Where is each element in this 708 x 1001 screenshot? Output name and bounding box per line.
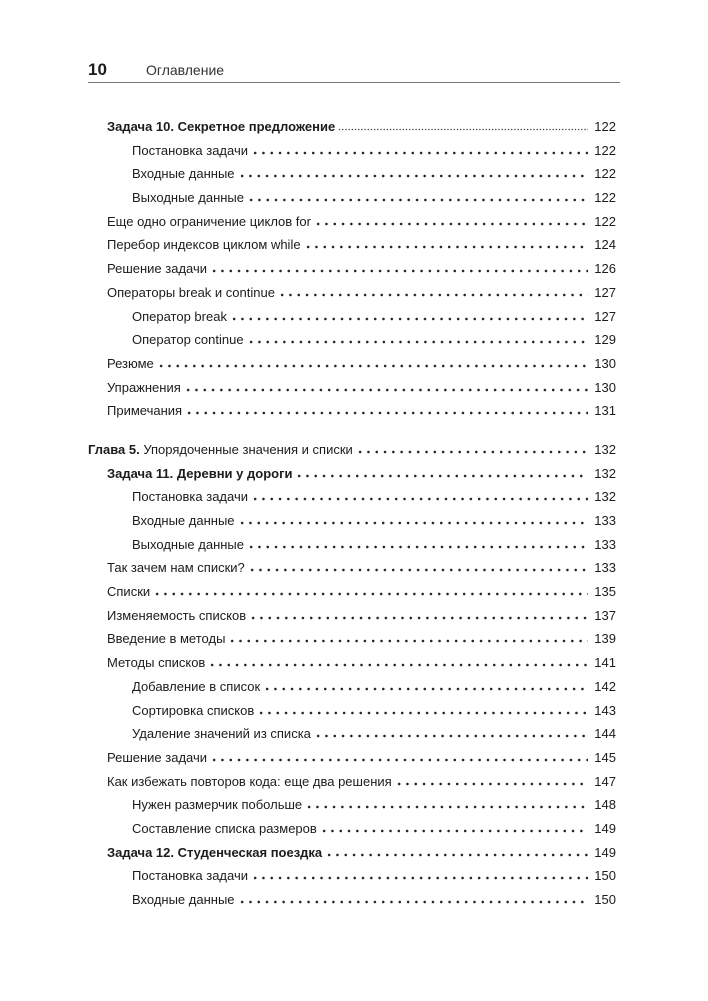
toc-page-number: 133 <box>594 513 616 528</box>
toc-entry[interactable] <box>88 513 616 537</box>
dot-leader <box>210 752 588 762</box>
toc-entry-title: Оператор continue <box>132 332 244 348</box>
dot-leader <box>251 870 588 880</box>
dot-leader <box>238 894 589 904</box>
toc-entry[interactable] <box>88 726 616 750</box>
toc-entry[interactable] <box>88 466 616 490</box>
toc-page-number: 141 <box>594 655 616 671</box>
toc-page-number: 132 <box>594 441 616 457</box>
dot-leader <box>305 799 588 809</box>
toc-entry[interactable] <box>88 845 616 869</box>
dot-leader <box>251 491 588 501</box>
toc-entry[interactable] <box>88 537 616 561</box>
dot-leader <box>247 192 588 202</box>
toc-page-number: 143 <box>594 702 616 718</box>
toc-entry[interactable] <box>88 332 616 356</box>
dot-leader <box>184 382 589 392</box>
toc-page-number: 137 <box>594 607 616 623</box>
toc-entry-title: Операторы break и continue <box>107 284 275 300</box>
toc-page-number: 122 <box>594 166 616 182</box>
toc-entry-title: Изменяемость списков <box>107 607 247 623</box>
toc-entry-title: Как избежать повторов кода: еще два решения <box>107 773 392 789</box>
toc-entry[interactable] <box>88 868 616 892</box>
toc-entry-title: Упражнения <box>107 379 181 395</box>
toc-entry-title: Добавление в список <box>132 678 261 694</box>
toc-entry[interactable] <box>88 380 616 404</box>
section-gap <box>88 427 616 442</box>
toc-entry[interactable] <box>88 261 616 285</box>
table-of-contents <box>88 119 616 916</box>
toc-page-number: 122 <box>594 213 616 229</box>
toc-entry-title: Задача 11. Деревни у дороги <box>107 465 293 481</box>
toc-entry[interactable] <box>88 237 616 261</box>
toc-page-number: 150 <box>594 892 616 907</box>
toc-entry-title: Входные данные <box>132 166 235 182</box>
toc-page-number: 132 <box>594 489 616 505</box>
toc-page-number: 131 <box>594 403 616 419</box>
toc-entry-title: Составление списка размеров <box>132 820 317 836</box>
toc-entry[interactable] <box>88 560 616 584</box>
toc-page-number: 127 <box>594 284 616 300</box>
dot-leader <box>153 586 588 596</box>
toc-page-number: 124 <box>594 237 616 253</box>
dot-leader <box>251 145 588 155</box>
dot-leader <box>208 657 588 667</box>
toc-entry[interactable] <box>88 190 616 214</box>
toc-entry-title: Постановка задачи <box>132 868 248 884</box>
dot-leader <box>304 239 589 249</box>
toc-entry[interactable] <box>88 166 616 190</box>
toc-page-number: 139 <box>594 631 616 647</box>
toc-entry-title: Перебор индексов циклом while <box>107 237 301 253</box>
running-header <box>88 60 620 83</box>
toc-entry[interactable] <box>88 774 616 798</box>
dot-leader <box>314 728 588 738</box>
toc-entry[interactable] <box>88 489 616 513</box>
toc-entry-title: Оператор break <box>132 308 227 324</box>
toc-page-number: 145 <box>594 749 616 765</box>
toc-entry[interactable] <box>88 631 616 655</box>
toc-page-number: 122 <box>594 119 616 134</box>
page-number: 10 <box>88 60 107 79</box>
running-title: Оглавление <box>146 62 225 78</box>
toc-entry[interactable] <box>88 119 616 143</box>
toc-entry-title: Списки <box>107 584 151 600</box>
toc-page-number: 130 <box>594 355 616 371</box>
toc-entry[interactable] <box>88 403 616 427</box>
dot-leader <box>356 444 589 454</box>
dot-leader <box>295 468 588 478</box>
toc-entry-title: Задача 10. Секретное предложение <box>107 119 336 134</box>
toc-entry[interactable] <box>88 703 616 727</box>
toc-page-number: 144 <box>594 726 616 742</box>
dot-leader <box>230 311 588 321</box>
toc-page-number: 122 <box>594 190 616 206</box>
toc-page-number: 127 <box>594 308 616 324</box>
toc-entry-title: Выходные данные <box>132 190 245 206</box>
toc-entry-title: Резюме <box>107 355 154 371</box>
toc-entry-title: Решение задачи <box>107 261 208 277</box>
dot-leader <box>238 168 589 178</box>
dot-leader <box>247 539 588 549</box>
chapter-label: Глава 5. <box>88 441 140 457</box>
toc-entry-title: Удаление значений из списка <box>132 726 311 742</box>
toc-entry[interactable] <box>88 750 616 774</box>
dot-leader <box>257 705 588 715</box>
toc-page-number: 149 <box>594 820 616 836</box>
toc-entry-title: Примечания <box>107 403 183 419</box>
toc-page-number: 148 <box>594 797 616 813</box>
toc-entry-title: Постановка задачи <box>132 142 248 158</box>
toc-page-number: 132 <box>594 465 616 481</box>
dot-leader <box>338 121 588 131</box>
dot-leader <box>228 633 588 643</box>
dot-leader <box>238 515 589 525</box>
toc-page-number: 126 <box>594 261 616 277</box>
toc-entry[interactable] <box>88 821 616 845</box>
dot-leader <box>210 263 588 273</box>
toc-page-number: 135 <box>594 584 616 600</box>
toc-page-number: 150 <box>594 868 616 884</box>
toc-entry-title: Еще одно ограничение циклов for <box>107 213 311 229</box>
toc-entry-title: Методы списков <box>107 655 206 671</box>
dot-leader <box>278 287 588 297</box>
toc-entry-title: Введение в методы <box>107 631 226 647</box>
dot-leader <box>247 334 589 344</box>
toc-entry-title: Нужен размерчик побольше <box>132 797 303 813</box>
toc-entry-title: Выходные данные <box>132 536 245 552</box>
toc-page-number: 130 <box>594 379 616 395</box>
dot-leader <box>325 847 588 857</box>
toc-entry[interactable] <box>88 309 616 333</box>
toc-page-number: 133 <box>594 560 616 576</box>
dot-leader <box>248 562 589 572</box>
toc-entry-title: Так зачем нам списки? <box>107 560 245 576</box>
chapter-title: Упорядоченные значения и списки <box>143 441 353 457</box>
toc-entry[interactable] <box>88 285 616 309</box>
toc-entry-title: Постановка задачи <box>132 489 248 505</box>
toc-entry[interactable] <box>88 608 616 632</box>
toc-entry-title <box>88 442 356 457</box>
toc-entry[interactable] <box>88 655 616 679</box>
dot-leader <box>249 610 588 620</box>
dot-leader <box>185 405 588 415</box>
toc-entry-title: Входные данные <box>132 513 235 528</box>
toc-entry[interactable] <box>88 797 616 821</box>
toc-entry-title: Входные данные <box>132 892 235 907</box>
toc-page-number: 149 <box>594 844 616 860</box>
toc-chapter-entry[interactable] <box>88 442 616 466</box>
toc-page-number: 147 <box>594 773 616 789</box>
toc-entry-title: Задача 12. Студенческая поездка <box>107 844 323 860</box>
toc-entry-title: Сортировка списков <box>132 702 255 718</box>
toc-page-number: 122 <box>594 142 616 158</box>
toc-entry[interactable] <box>88 679 616 703</box>
toc-entry[interactable] <box>88 892 616 916</box>
toc-entry[interactable] <box>88 584 616 608</box>
toc-entry[interactable] <box>88 356 616 380</box>
dot-leader <box>263 681 588 691</box>
toc-page-number: 129 <box>594 332 616 348</box>
toc-page-number: 133 <box>594 536 616 552</box>
toc-entry[interactable] <box>88 143 616 167</box>
dot-leader <box>157 358 589 368</box>
toc-entry-title: Решение задачи <box>107 749 208 765</box>
dot-leader <box>395 776 589 786</box>
toc-entry[interactable] <box>88 214 616 238</box>
toc-page-number: 142 <box>594 678 616 694</box>
dot-leader <box>320 823 589 833</box>
dot-leader <box>314 216 588 226</box>
